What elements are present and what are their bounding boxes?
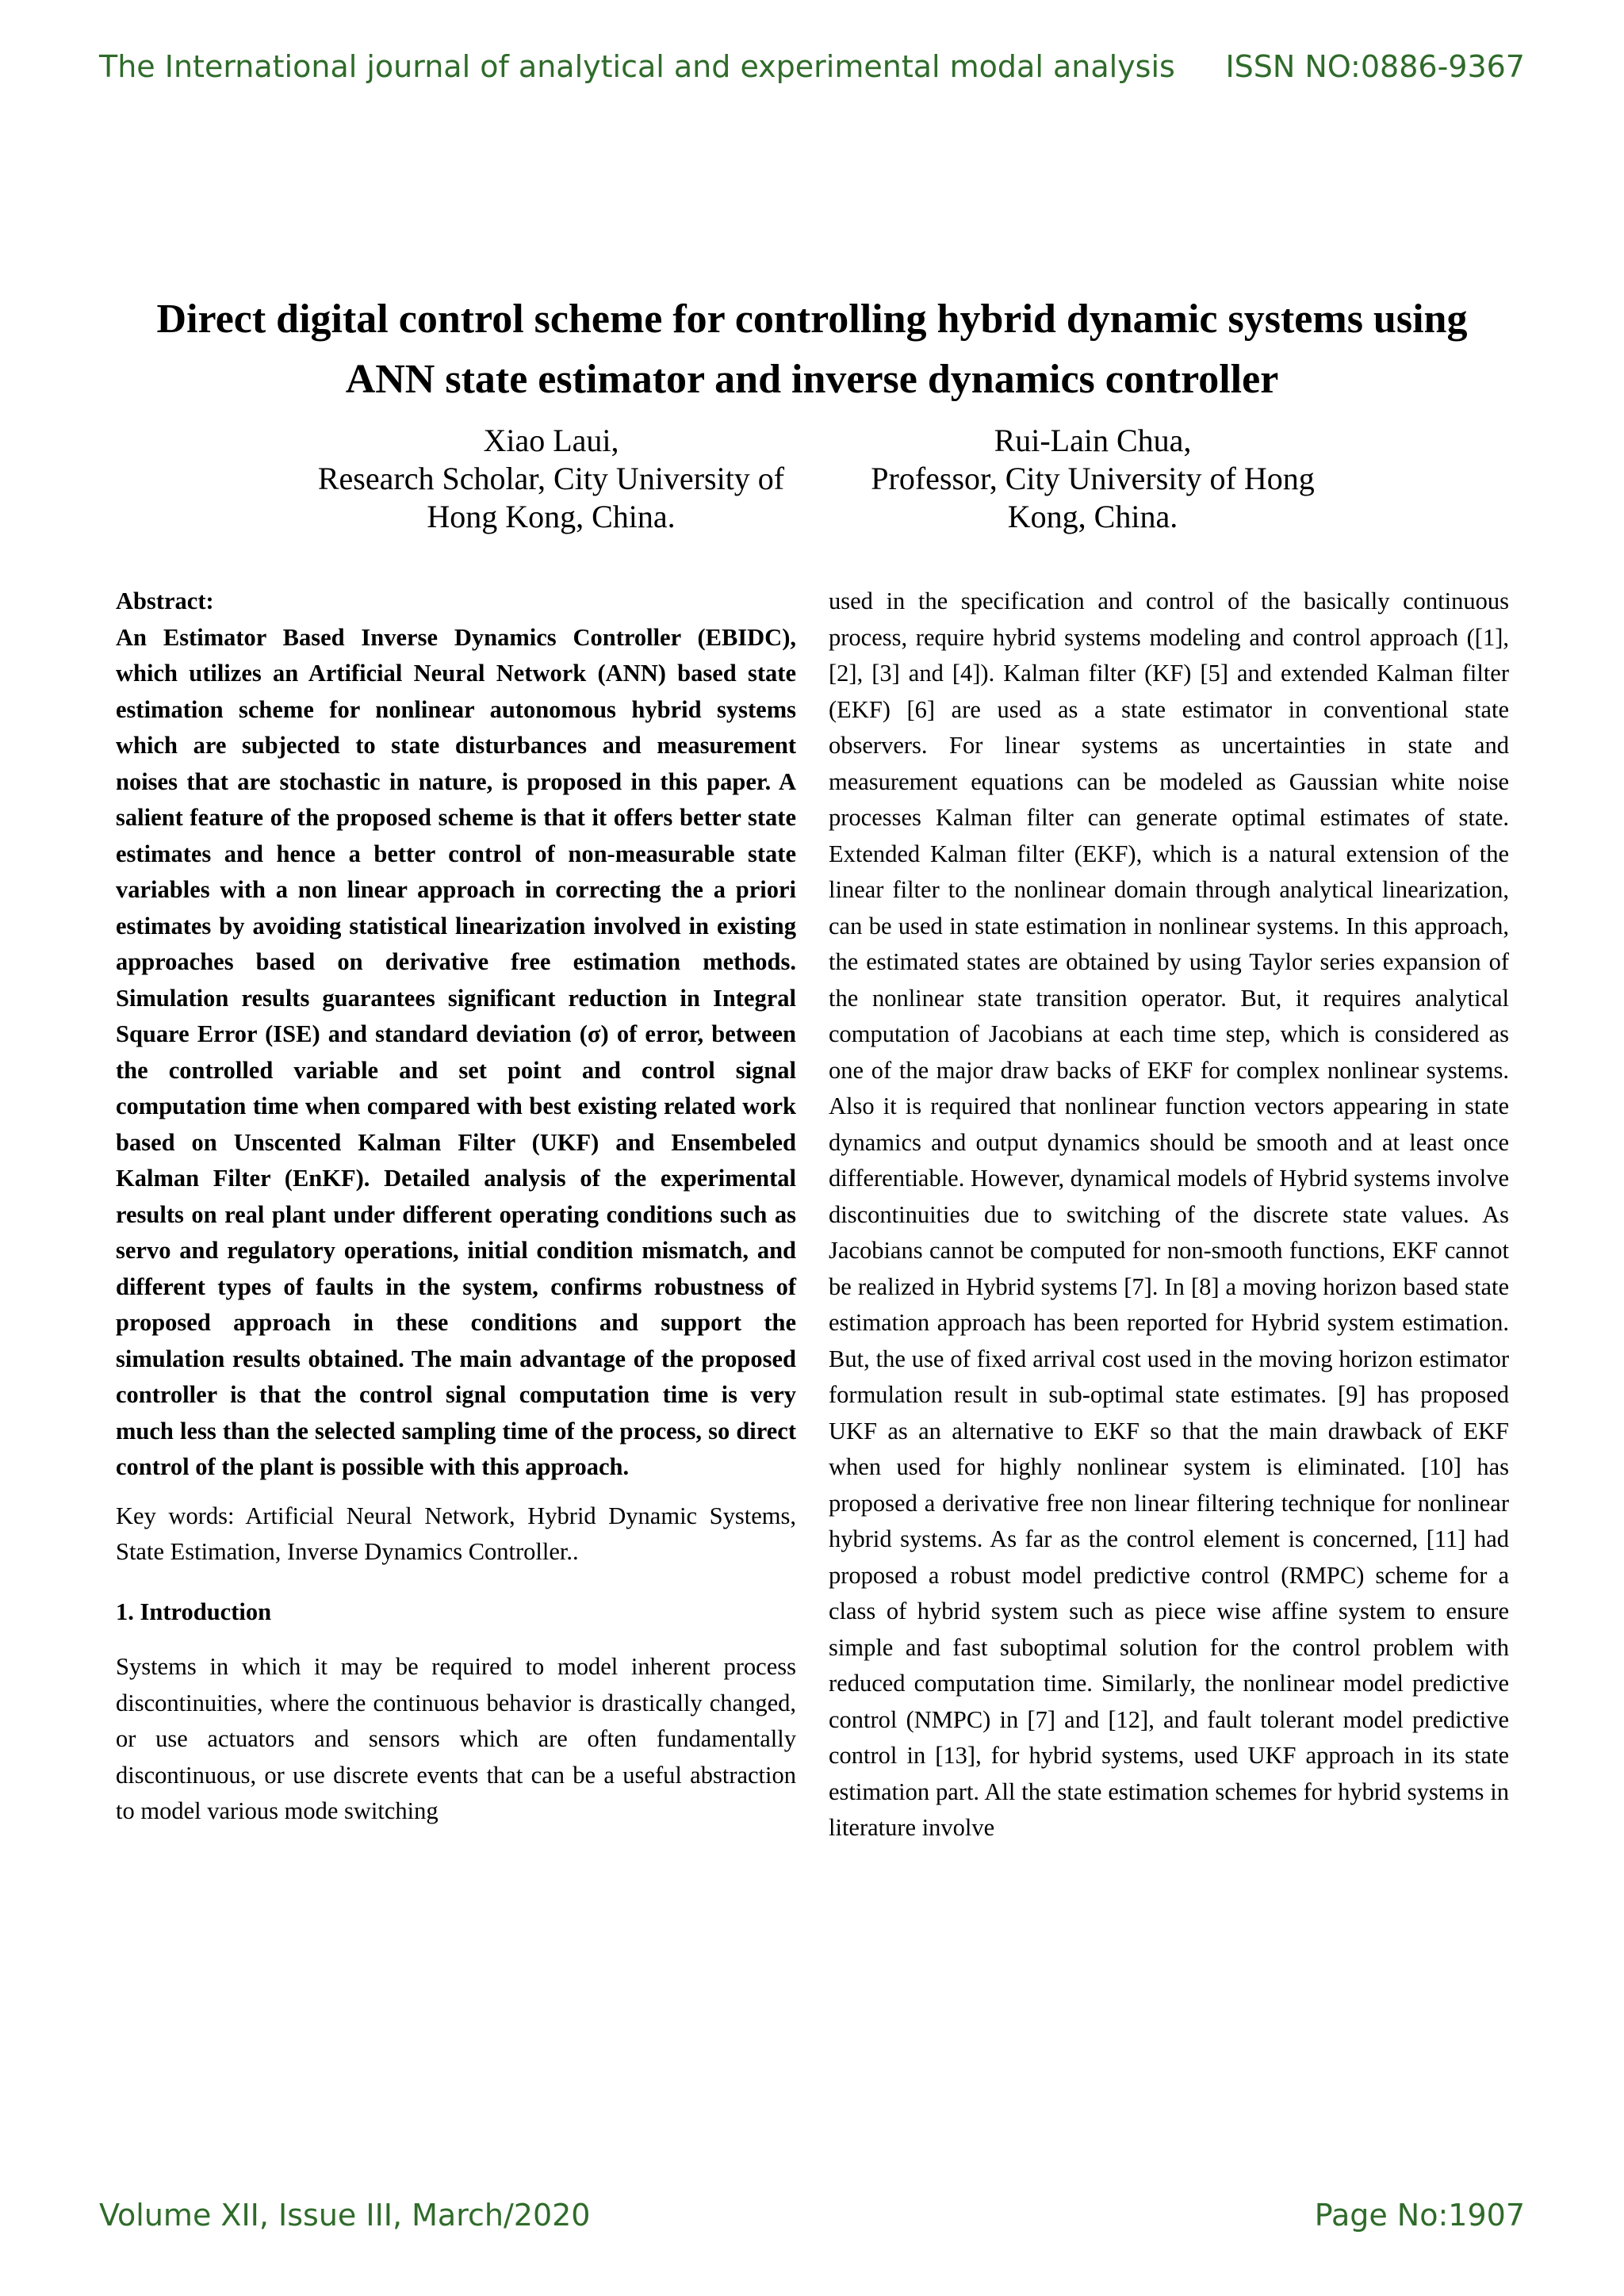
- author-name: Xiao Laui,: [483, 423, 619, 458]
- page-number: Page No:1907: [1314, 2198, 1525, 2233]
- volume-issue: Volume XII, Issue III, March/2020: [99, 2198, 591, 2233]
- abstract-body: An Estimator Based Inverse Dynamics Controller (EBIDC), which utilizes an Artificial Neural Network (ANN) based state estimation scheme for nonlinear autonomous hybrid systems which are subjected to state disturbances and measurement noises that are stochastic in nature, is proposed in this paper. A salient feature of the proposed scheme is that it offers better state estimates and hence a better control of non-measurable state variables with a non linear approach in correcting the a priori estimates by avoiding statistical linearization involved in existing approaches based on derivative free estimation methods. Simulation results guarantees significant reduction in Integral Square Error (ISE) and standard deviation (σ) of error, between the controlled variable and set point and control signal computation time when compared with best existing related work based on Unscented Kalman Filter (UKF) and Ensembeled Kalman Filter (EnKF). Detailed analysis of the experimental results on real plant under different operating conditions such as servo and regulatory operations, initial condition mismatch, and different types of faults in the system, confirms robustness of proposed approach in these conditions and support the simulation results obtained. The main advantage of the proposed controller is that the control signal computation time is very much less than the selected sampling time of the process, so direct control of the plant is possible with this approach.: [116, 623, 796, 1480]
- author-affiliation-line: Research Scholar, City University of: [317, 461, 785, 496]
- author-affiliation-line: Professor, City University of Hong: [871, 461, 1315, 496]
- paper-title: [87, 289, 1537, 410]
- author-block-1: [289, 422, 813, 536]
- title-line-2: ANN state estimator and inverse dynamics controller: [345, 357, 1279, 402]
- author-affiliation-line: Kong, China.: [1007, 499, 1178, 534]
- introduction-paragraph-continued: used in the specification and control of the basically continuous process, require hybrid systems modeling and control approach ([1], [2], [3] and [4]). Kalman filter (KF) [5] and extended Kalman filter (EKF) [6] are used as a state estimator in conventional state observers. For linear systems as uncertainties in state and measurement equations can be modeled as Gaussian white noise processes Kalman filter can generate optimal estimates of state. Extended Kalman filter (EKF), which is a natural extension of the linear filter to the nonlinear domain through analytical linearization, can be used in state estimation in nonlinear systems. In this approach, the estimated states are obtained by using Taylor series expansion of the nonlinear state transition operator. But, it requires analytical computation of Jacobians at each time step, which is considered as one of the major draw backs of EKF for complex nonlinear systems. Also it is required that nonlinear function vectors appearing in state dynamics and output dynamics should be smooth and at least once differentiable. However, dynamical models of Hybrid systems involve discontinuities due to switching of the discrete state values. As Jacobians cannot be computed for non-smooth functions, EKF cannot be realized in Hybrid systems [7]. In [8] a moving horizon based state estimation approach has been reported for Hybrid system estimation. But, the use of fixed arrival cost used in the moving horizon estimator formulation result in sub-optimal state estimates. [9] has proposed UKF as an alternative to EKF so that the main drawback of EKF when used for highly nonlinear system is eliminated. [10] has proposed a derivative free non linear filtering technique for nonlinear hybrid systems. As far as the control element is concerned, [11] had proposed a robust model predictive control (RMPC) scheme for a class of hybrid system such as piece wise affine system to ensure simple and fast suboptimal solution for the control problem with reduced computation time. Similarly, the nonlinear model predictive control (NMPC) in [7] and [12], and fault tolerant model predictive control in [13], for hybrid systems, used UKF approach in its state estimation part. All the state estimation schemes for hybrid systems in literature involve: [829, 587, 1509, 1841]
- author-name: Rui-Lain Chua,: [994, 423, 1192, 458]
- author-block-2: [831, 422, 1354, 536]
- title-line-1: Direct digital control scheme for controlling hybrid dynamic systems using: [156, 297, 1468, 342]
- abstract-heading: Abstract:: [116, 587, 214, 614]
- left-column: [116, 584, 796, 1830]
- section-heading-introduction: 1. Introduction: [116, 1598, 272, 1625]
- right-column: [829, 584, 1509, 1846]
- author-affiliation-line: Hong Kong, China.: [427, 499, 676, 534]
- introduction-paragraph: Systems in which it may be required to model inherent process discontinuities, where the continuous behavior is drastically changed, or use actuators and sensors which are often fundamentally discontinuous, or use discrete events that can be a useful abstraction to model various mode switching: [116, 1653, 796, 1824]
- keywords: Key words: Artificial Neural Network, Hybrid Dynamic Systems, State Estimation, Inverse Dynamics Controller..: [116, 1502, 796, 1565]
- journal-name: The International journal of analytical and experimental modal analysis: [99, 49, 1175, 84]
- issn-number: ISSN NO:0886-9367: [1225, 49, 1525, 84]
